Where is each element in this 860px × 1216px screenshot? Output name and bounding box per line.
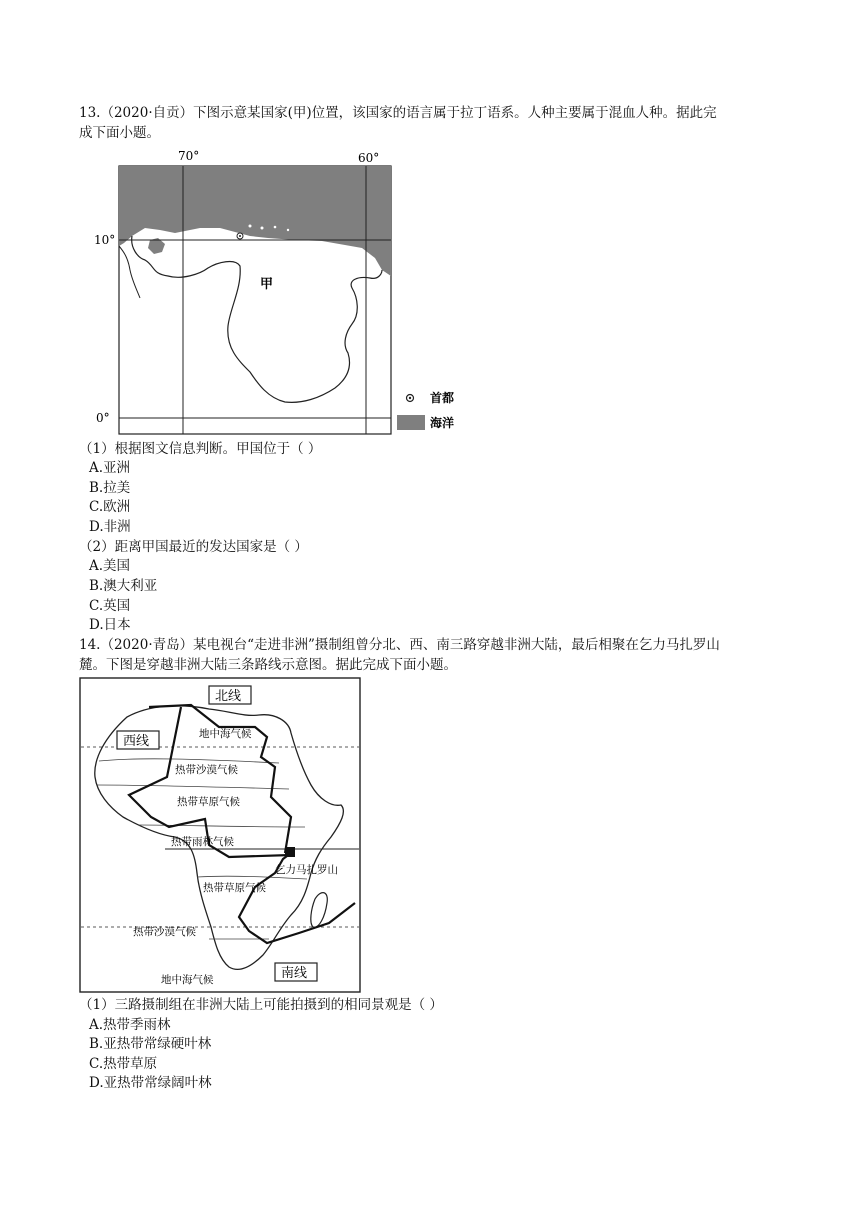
zone-savanna-south: 热带草原气候 [203,882,266,894]
zone-med-north: 地中海气候 [199,728,252,740]
q13-stem-line1: 13.（2020·自贡）下图示意某国家(甲)位置，该国家的语言属于拉丁语系。人种主要属于混血人种。据此完 [79,105,717,121]
q14-sub1-option-a[interactable]: A.热带季雨林 [89,1017,171,1033]
route-south-label: 南线 [281,966,308,981]
route-north-label: 北线 [215,689,242,704]
q13-sub1-option-a[interactable]: A.亚洲 [89,460,131,476]
q13-sub2-question: （2）距离甲国最近的发达国家是（ ） [79,539,308,555]
q13-stem-line2: 成下面小题。 [79,125,160,141]
map-frame [80,678,360,992]
lat-10-label: 10° [94,233,116,247]
zone-desert-north: 热带沙漠气候 [175,764,238,776]
legend-ocean-label: 海洋 [430,416,455,430]
q14-sub1-option-c[interactable]: C.热带草原 [89,1056,158,1072]
legend-capital-label: 首都 [430,391,455,405]
zone-savanna-north: 热带草原气候 [177,796,240,808]
q14-sub1-option-b[interactable]: B.亚热带常绿硬叶林 [89,1036,212,1052]
q13-sub1-option-c[interactable]: C.欧洲 [89,499,131,515]
zone-med-south: 地中海气候 [161,974,214,986]
route-west-label: 西线 [123,734,150,749]
q13-sub2-option-d[interactable]: D.日本 [89,617,131,633]
zone-rainforest: 热带雨林气候 [171,836,234,848]
country-label: 甲 [260,277,274,292]
q13-sub2-option-a[interactable]: A.美国 [89,558,131,574]
lon-60-label: 60° [358,151,380,165]
q13-sub2-option-b[interactable]: B.澳大利亚 [89,578,158,594]
q14-sub1-option-d[interactable]: D.亚热带常绿阔叶林 [89,1075,212,1091]
africa-routes-map [79,677,363,995]
q13-sub1-question: （1）根据图文信息判断。甲国位于（ ） [79,441,322,457]
legend-ocean-swatch [397,415,425,430]
kilimanjaro-marker [285,847,295,857]
venezuela-map [90,148,475,438]
q13-sub2-option-c[interactable]: C.英国 [89,598,131,614]
kilimanjaro-label: 乞力马扎罗山 [275,864,338,876]
q14-sub1-question: （1）三路摄制组在非洲大陆上可能拍摄到的相同景观是（ ） [79,997,443,1013]
lat-0-label: 0° [96,411,110,425]
q13-sub1-option-d[interactable]: D.非洲 [89,519,131,535]
q14-stem-line1: 14.（2020·青岛）某电视台“走进非洲”摄制组曾分北、西、南三路穿越非洲大陆，最后相聚在乞力马扎罗山 [79,637,720,653]
q14-stem-line2: 麓。下图是穿越非洲大陆三条路线示意图。据此完成下面小题。 [79,657,457,673]
zone-desert-south: 热带沙漠气候 [133,926,196,938]
lon-70-label: 70° [178,149,200,163]
q13-sub1-option-b[interactable]: B.拉美 [89,480,131,496]
